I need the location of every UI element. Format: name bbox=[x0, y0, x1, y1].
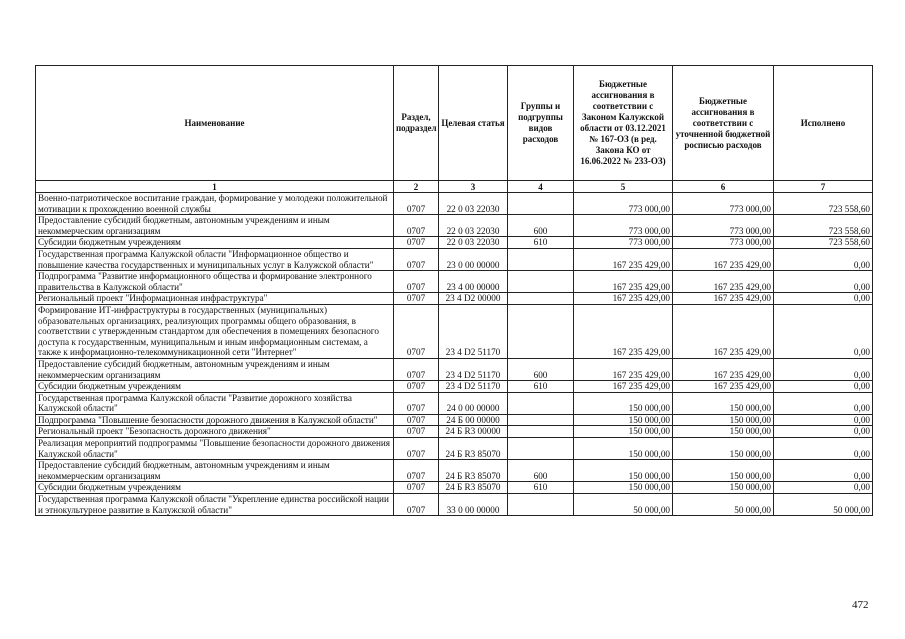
table-row bbox=[36, 460, 873, 482]
cell-done: 0,00 bbox=[774, 438, 873, 460]
cell-section: 0707 bbox=[394, 414, 439, 426]
table-row bbox=[36, 438, 873, 460]
cell-group: 610 bbox=[508, 237, 574, 249]
cell-schedule: 150 000,00 bbox=[673, 414, 774, 426]
cell-name: Военно-патриотическое воспитание граждан, формирование у молодежи положительной мотивации к прохождению военной службы bbox=[36, 193, 394, 215]
column-number-row bbox=[36, 181, 873, 193]
table-row bbox=[36, 494, 873, 516]
cell-schedule: 773 000,00 bbox=[673, 237, 774, 249]
cell-name: Субсидии бюджетным учреждениям bbox=[36, 482, 394, 494]
cell-law: 167 235 429,00 bbox=[574, 293, 673, 305]
header-target: Целевая статья bbox=[439, 66, 508, 181]
cell-group: 600 bbox=[508, 358, 574, 380]
cell-section: 0707 bbox=[394, 426, 439, 438]
cell-group: 600 bbox=[508, 215, 574, 237]
cell-section: 0707 bbox=[394, 438, 439, 460]
cell-group bbox=[508, 426, 574, 438]
header-schedule: Бюджетные ассигнования в соответствии с уточненной бюджетной росписью расходов bbox=[673, 66, 774, 181]
budget-table-sheet bbox=[35, 65, 872, 516]
cell-name: Подпрограмма "Повышение безопасности дорожного движения в Калужской области" bbox=[36, 414, 394, 426]
cell-schedule: 167 235 429,00 bbox=[673, 293, 774, 305]
cell-name: Субсидии бюджетным учреждениям bbox=[36, 237, 394, 249]
cell-target: 24 Б R3 85070 bbox=[439, 482, 508, 494]
column-number: 7 bbox=[774, 181, 873, 193]
cell-target: 23 4 00 00000 bbox=[439, 271, 508, 293]
cell-schedule: 773 000,00 bbox=[673, 215, 774, 237]
cell-group: 610 bbox=[508, 381, 574, 393]
cell-group bbox=[508, 193, 574, 215]
cell-law: 773 000,00 bbox=[574, 237, 673, 249]
cell-done: 0,00 bbox=[774, 271, 873, 293]
header-name: Наименование bbox=[36, 66, 394, 181]
cell-target: 22 0 03 22030 bbox=[439, 193, 508, 215]
cell-section: 0707 bbox=[394, 482, 439, 494]
cell-law: 167 235 429,00 bbox=[574, 381, 673, 393]
cell-group bbox=[508, 494, 574, 516]
cell-schedule: 150 000,00 bbox=[673, 460, 774, 482]
cell-name: Субсидии бюджетным учреждениям bbox=[36, 381, 394, 393]
cell-schedule: 150 000,00 bbox=[673, 392, 774, 414]
cell-law: 167 235 429,00 bbox=[574, 248, 673, 270]
cell-target: 33 0 00 00000 bbox=[439, 494, 508, 516]
cell-target: 23 4 D2 00000 bbox=[439, 293, 508, 305]
table-row bbox=[36, 271, 873, 293]
cell-group bbox=[508, 438, 574, 460]
cell-law: 773 000,00 bbox=[574, 215, 673, 237]
column-number: 1 bbox=[36, 181, 394, 193]
column-number: 6 bbox=[673, 181, 774, 193]
cell-schedule: 167 235 429,00 bbox=[673, 381, 774, 393]
cell-law: 167 235 429,00 bbox=[574, 358, 673, 380]
page-number: 472 bbox=[852, 599, 869, 611]
cell-section: 0707 bbox=[394, 248, 439, 270]
cell-schedule: 167 235 429,00 bbox=[673, 304, 774, 358]
cell-target: 24 0 00 00000 bbox=[439, 392, 508, 414]
cell-done: 0,00 bbox=[774, 248, 873, 270]
cell-done: 0,00 bbox=[774, 358, 873, 380]
table-row bbox=[36, 381, 873, 393]
cell-group bbox=[508, 293, 574, 305]
cell-name: Формирование ИТ-инфраструктуры в государственных (муниципальных) образовательных организациях, реализующих программы общего образования, в соответствии с утвержденным стандартом для обеспечения в помещениях безопасного доступа к государственным, муниципальным и иным информационным системам, а также к информационно-телекоммуникационной сети "Интернет" bbox=[36, 304, 394, 358]
header-section: Раздел, подраздел bbox=[394, 66, 439, 181]
cell-target: 24 Б R3 85070 bbox=[439, 438, 508, 460]
cell-name: Предоставление субсидий бюджетным, автономным учреждениям и иным некоммерческим организациям bbox=[36, 460, 394, 482]
cell-schedule: 773 000,00 bbox=[673, 193, 774, 215]
cell-law: 150 000,00 bbox=[574, 414, 673, 426]
cell-name: Государственная программа Калужской области "Информационное общество и повышение качества государственных и муниципальных услуг в Калужской области" bbox=[36, 248, 394, 270]
cell-group bbox=[508, 392, 574, 414]
cell-section: 0707 bbox=[394, 271, 439, 293]
cell-name: Государственная программа Калужской области "Укрепление единства российской нации и этнокультурное развитие в Калужской области" bbox=[36, 494, 394, 516]
cell-group bbox=[508, 248, 574, 270]
cell-law: 150 000,00 bbox=[574, 460, 673, 482]
table-row bbox=[36, 414, 873, 426]
column-number: 3 bbox=[439, 181, 508, 193]
table-row bbox=[36, 426, 873, 438]
cell-section: 0707 bbox=[394, 237, 439, 249]
column-number: 4 bbox=[508, 181, 574, 193]
cell-done: 50 000,00 bbox=[774, 494, 873, 516]
cell-group: 610 bbox=[508, 482, 574, 494]
cell-done: 723 558,60 bbox=[774, 193, 873, 215]
table-row bbox=[36, 304, 873, 358]
cell-schedule: 167 235 429,00 bbox=[673, 248, 774, 270]
cell-done: 723 558,60 bbox=[774, 237, 873, 249]
cell-law: 773 000,00 bbox=[574, 193, 673, 215]
header-groups: Группы и подгруппы видов расходов bbox=[508, 66, 574, 181]
cell-law: 167 235 429,00 bbox=[574, 271, 673, 293]
cell-section: 0707 bbox=[394, 494, 439, 516]
table-row bbox=[36, 293, 873, 305]
cell-section: 0707 bbox=[394, 358, 439, 380]
cell-target: 24 Б R3 00000 bbox=[439, 426, 508, 438]
cell-law: 150 000,00 bbox=[574, 392, 673, 414]
header-law: Бюджетные ассигнования в соответствии с Законом Калужской области от 03.12.2021 № 167-ОЗ (в ред. Закона КО от 16.06.2022 № 233-ОЗ) bbox=[574, 66, 673, 181]
cell-name: Государственная программа Калужской области "Развитие дорожного хозяйства Калужской области" bbox=[36, 392, 394, 414]
cell-law: 150 000,00 bbox=[574, 426, 673, 438]
cell-section: 0707 bbox=[394, 381, 439, 393]
cell-name: Реализация мероприятий подпрограммы "Повышение безопасности дорожного движения Калужской области" bbox=[36, 438, 394, 460]
cell-section: 0707 bbox=[394, 392, 439, 414]
table-row bbox=[36, 193, 873, 215]
table-row bbox=[36, 392, 873, 414]
table-row bbox=[36, 482, 873, 494]
cell-target: 22 0 03 22030 bbox=[439, 215, 508, 237]
header-row bbox=[36, 66, 873, 181]
cell-schedule: 50 000,00 bbox=[673, 494, 774, 516]
cell-section: 0707 bbox=[394, 293, 439, 305]
cell-group bbox=[508, 414, 574, 426]
cell-target: 23 4 D2 51170 bbox=[439, 381, 508, 393]
cell-name: Предоставление субсидий бюджетным, автономным учреждениям и иным некоммерческим организациям bbox=[36, 358, 394, 380]
cell-section: 0707 bbox=[394, 215, 439, 237]
cell-group: 600 bbox=[508, 460, 574, 482]
cell-schedule: 150 000,00 bbox=[673, 438, 774, 460]
cell-done: 0,00 bbox=[774, 482, 873, 494]
cell-done: 0,00 bbox=[774, 381, 873, 393]
cell-section: 0707 bbox=[394, 193, 439, 215]
cell-done: 0,00 bbox=[774, 392, 873, 414]
table-row bbox=[36, 248, 873, 270]
cell-done: 723 558,60 bbox=[774, 215, 873, 237]
cell-schedule: 150 000,00 bbox=[673, 426, 774, 438]
cell-law: 167 235 429,00 bbox=[574, 304, 673, 358]
cell-schedule: 150 000,00 bbox=[673, 482, 774, 494]
cell-done: 0,00 bbox=[774, 293, 873, 305]
cell-law: 50 000,00 bbox=[574, 494, 673, 516]
cell-done: 0,00 bbox=[774, 304, 873, 358]
cell-section: 0707 bbox=[394, 460, 439, 482]
cell-section: 0707 bbox=[394, 304, 439, 358]
cell-done: 0,00 bbox=[774, 414, 873, 426]
cell-done: 0,00 bbox=[774, 460, 873, 482]
column-number: 2 bbox=[394, 181, 439, 193]
table-row bbox=[36, 358, 873, 380]
cell-law: 150 000,00 bbox=[574, 438, 673, 460]
cell-group bbox=[508, 304, 574, 358]
cell-law: 150 000,00 bbox=[574, 482, 673, 494]
cell-name: Подпрограмма "Развитие информационного общества и формирование электронного правительства в Калужской области" bbox=[36, 271, 394, 293]
table-row bbox=[36, 215, 873, 237]
table-body bbox=[36, 193, 873, 516]
cell-name: Региональный проект "Безопасность дорожного движения" bbox=[36, 426, 394, 438]
cell-target: 23 4 D2 51170 bbox=[439, 304, 508, 358]
cell-name: Предоставление субсидий бюджетным, автономным учреждениям и иным некоммерческим организациям bbox=[36, 215, 394, 237]
cell-schedule: 167 235 429,00 bbox=[673, 271, 774, 293]
cell-group bbox=[508, 271, 574, 293]
cell-target: 24 Б 00 00000 bbox=[439, 414, 508, 426]
cell-target: 23 4 D2 51170 bbox=[439, 358, 508, 380]
column-number: 5 bbox=[574, 181, 673, 193]
budget-table bbox=[35, 65, 873, 516]
cell-target: 22 0 03 22030 bbox=[439, 237, 508, 249]
header-done: Исполнено bbox=[774, 66, 873, 181]
cell-name: Региональный проект "Информационная инфраструктура" bbox=[36, 293, 394, 305]
cell-target: 23 0 00 00000 bbox=[439, 248, 508, 270]
cell-schedule: 167 235 429,00 bbox=[673, 358, 774, 380]
table-row bbox=[36, 237, 873, 249]
cell-target: 24 Б R3 85070 bbox=[439, 460, 508, 482]
cell-done: 0,00 bbox=[774, 426, 873, 438]
